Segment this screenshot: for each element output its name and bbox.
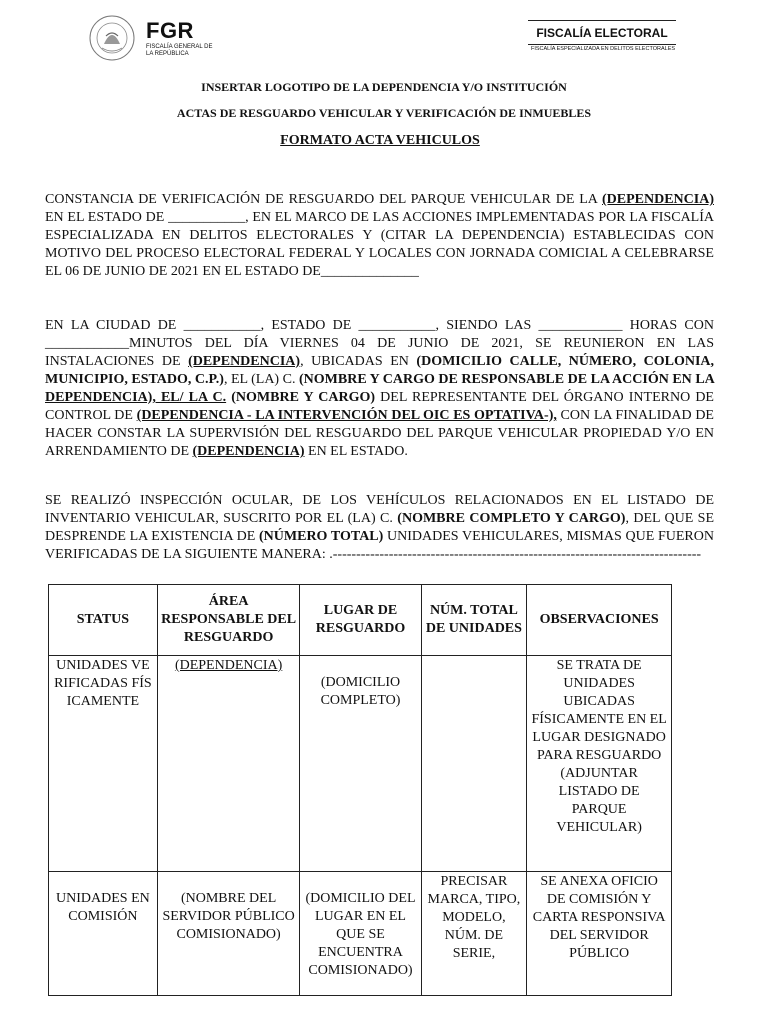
table-cell: UNIDADES EN COMISIÓN bbox=[49, 872, 158, 996]
text-run: (NÚMERO TOTAL) bbox=[259, 529, 384, 544]
column-header: ÁREA RESPONSABLE DEL RESGUARDO bbox=[157, 585, 300, 656]
column-header: OBSERVACIONES bbox=[527, 585, 672, 656]
text-run: , UBICADAS EN bbox=[300, 354, 417, 369]
fiscalia-electoral-title: FISCALÍA ELECTORAL bbox=[536, 26, 668, 40]
text-run: (DOMICILIO CALLE, NÚMERO, COLONIA, MUNICIPIO, ESTADO, C.P.) bbox=[45, 354, 715, 387]
fgr-logo bbox=[86, 14, 213, 62]
text-run: DEPENDENCIA), EL/ LA C. bbox=[45, 390, 227, 405]
column-header: STATUS bbox=[49, 585, 158, 656]
text-run: DEL REPRESENTANTE DEL ÓRGANO INTERNO DE CONTROL DE bbox=[45, 390, 714, 423]
text-run: (DEPENDENCIA) bbox=[602, 192, 714, 207]
table-cell bbox=[421, 656, 527, 872]
table-cell bbox=[157, 656, 300, 872]
paragraph-inspeccion bbox=[45, 492, 714, 564]
table-header-row bbox=[49, 585, 672, 656]
mexico-seal-icon bbox=[86, 14, 138, 62]
text-run: (DEPENDENCIA - LA INTERVENCIÓN DEL OIC ES OPTATIVA-), bbox=[136, 408, 557, 423]
text-run: CONSTANCIA DE VERIFICACIÓN DE RESGUARDO DEL PARQUE VEHICULAR DE LA bbox=[45, 192, 602, 207]
text-run: EN EL ESTADO DE ___________, EN EL MARCO DE LAS ACCIONES IMPLEMENTADAS POR LA FISCALÍA ESPECIALIZADA EN DELITOS ELECTORALES Y (CITAR LA DEPENDENCIA) ESTABLECIDAS CON MOTIVO DEL PROCESO ELECTORAL FEDERAL Y LOCALES CON JORNADA COMICIAL A CELEBRARSE EL 06 DE JUNIO DE 2021 EN EL ESTADO DE______________ bbox=[45, 210, 714, 279]
vehicle-table bbox=[48, 584, 672, 996]
table-row bbox=[49, 872, 672, 996]
text-run: , EL (LA) C. bbox=[223, 372, 299, 387]
table-cell: PRECISAR MARCA, TIPO, MODELO, NÚM. DE SERIE, bbox=[421, 872, 527, 996]
text-run: CON LA FINALIDAD DE HACER CONSTAR LA SUPERVISIÓN DEL RESGUARDO DEL PARQUE VEHICULAR PROPIEDAD Y/O EN ARRENDAMIENTO DE bbox=[45, 408, 714, 459]
table-cell: (NOMBRE DEL SERVIDOR PÚBLICO COMISIONADO) bbox=[157, 872, 300, 996]
text-run: (DEPENDENCIA) bbox=[188, 354, 301, 369]
column-header: LUGAR DE RESGUARDO bbox=[300, 585, 421, 656]
fgr-logo-subtitle: FISCALÍA GENERAL DE LA REPÚBLICA bbox=[146, 44, 213, 57]
fiscalia-electoral-subtitle: FISCALÍA ESPECIALIZADA EN DELITOS ELECTORALES bbox=[530, 46, 676, 52]
table-cell: SE ANEXA OFICIO DE COMISIÓN Y CARTA RESPONSIVA DEL SERVIDOR PÚBLICO bbox=[527, 872, 672, 996]
heading-actas: ACTAS DE RESGUARDO VEHICULAR Y VERIFICACIÓN DE INMUEBLES bbox=[176, 106, 592, 120]
fiscalia-electoral-logo bbox=[528, 18, 678, 58]
table-cell-text: (DEPENDENCIA) bbox=[174, 658, 283, 673]
logo-rule bbox=[528, 44, 676, 45]
text-run: (NOMBRE COMPLETO Y CARGO) bbox=[397, 511, 626, 526]
table-cell: SE TRATA DE UNIDADES UBICADAS FÍSICAMENTE EN EL LUGAR DESIGNADO PARA RESGUARDO (ADJUNTAR LISTADO DE PARQUE VEHICULAR) bbox=[527, 656, 672, 872]
text-run: , DEL QUE SE DESPRENDE LA EXISTENCIA DE bbox=[45, 511, 715, 544]
table-cell: UNIDADES VERIFICADAS FÍSICAMENTE bbox=[49, 656, 158, 872]
document-title: FORMATO ACTA VEHICULOS bbox=[280, 133, 480, 148]
text-run: (NOMBRE Y CARGO DE RESPONSABLE DE LA ACCIÓN EN LA bbox=[299, 372, 714, 387]
text-run: (DEPENDENCIA) bbox=[192, 444, 305, 459]
table-row bbox=[49, 656, 672, 872]
paragraph-constancia bbox=[45, 191, 714, 281]
column-header: NÚM. TOTAL DE UNIDADES bbox=[421, 585, 527, 656]
table-cell: (DOMICILIO DEL LUGAR EN EL QUE SE ENCUENTRA COMISIONADO) bbox=[300, 872, 421, 996]
text-run: EN EL ESTADO. bbox=[304, 444, 408, 459]
text-run: (NOMBRE Y CARGO) bbox=[226, 390, 376, 405]
fgr-logo-text: FGR bbox=[146, 18, 194, 43]
text-run: UNIDADES VEHICULARES, MISMAS QUE FUERON VERIFICADAS DE LA SIGUIENTE MANERA: .------------------------------------------------------------------------------- bbox=[45, 529, 714, 562]
logo-rule bbox=[528, 20, 676, 21]
heading-insert-logo: INSERTAR LOGOTIPO DE LA DEPENDENCIA Y/O INSTITUCIÓN bbox=[201, 80, 567, 94]
text-run: SE REALIZÓ INSPECCIÓN OCULAR, DE LOS VEHÍCULOS RELACIONADOS EN EL LISTADO DE INVENTARIO VEHICULAR, SUSCRITO POR EL (LA) C. bbox=[45, 493, 714, 526]
paragraph-ciudad bbox=[45, 317, 714, 461]
table-cell: (DOMICILIO COMPLETO) bbox=[300, 656, 421, 872]
text-run: EN LA CIUDAD DE ___________, ESTADO DE ___________, SIENDO LAS ____________ HORAS CON ____________MINUTOS DEL DÍA VIERNES 04 DE JUNIO DE 2021, SE REUNIERON EN LAS INSTALACIONES DE bbox=[45, 318, 714, 369]
